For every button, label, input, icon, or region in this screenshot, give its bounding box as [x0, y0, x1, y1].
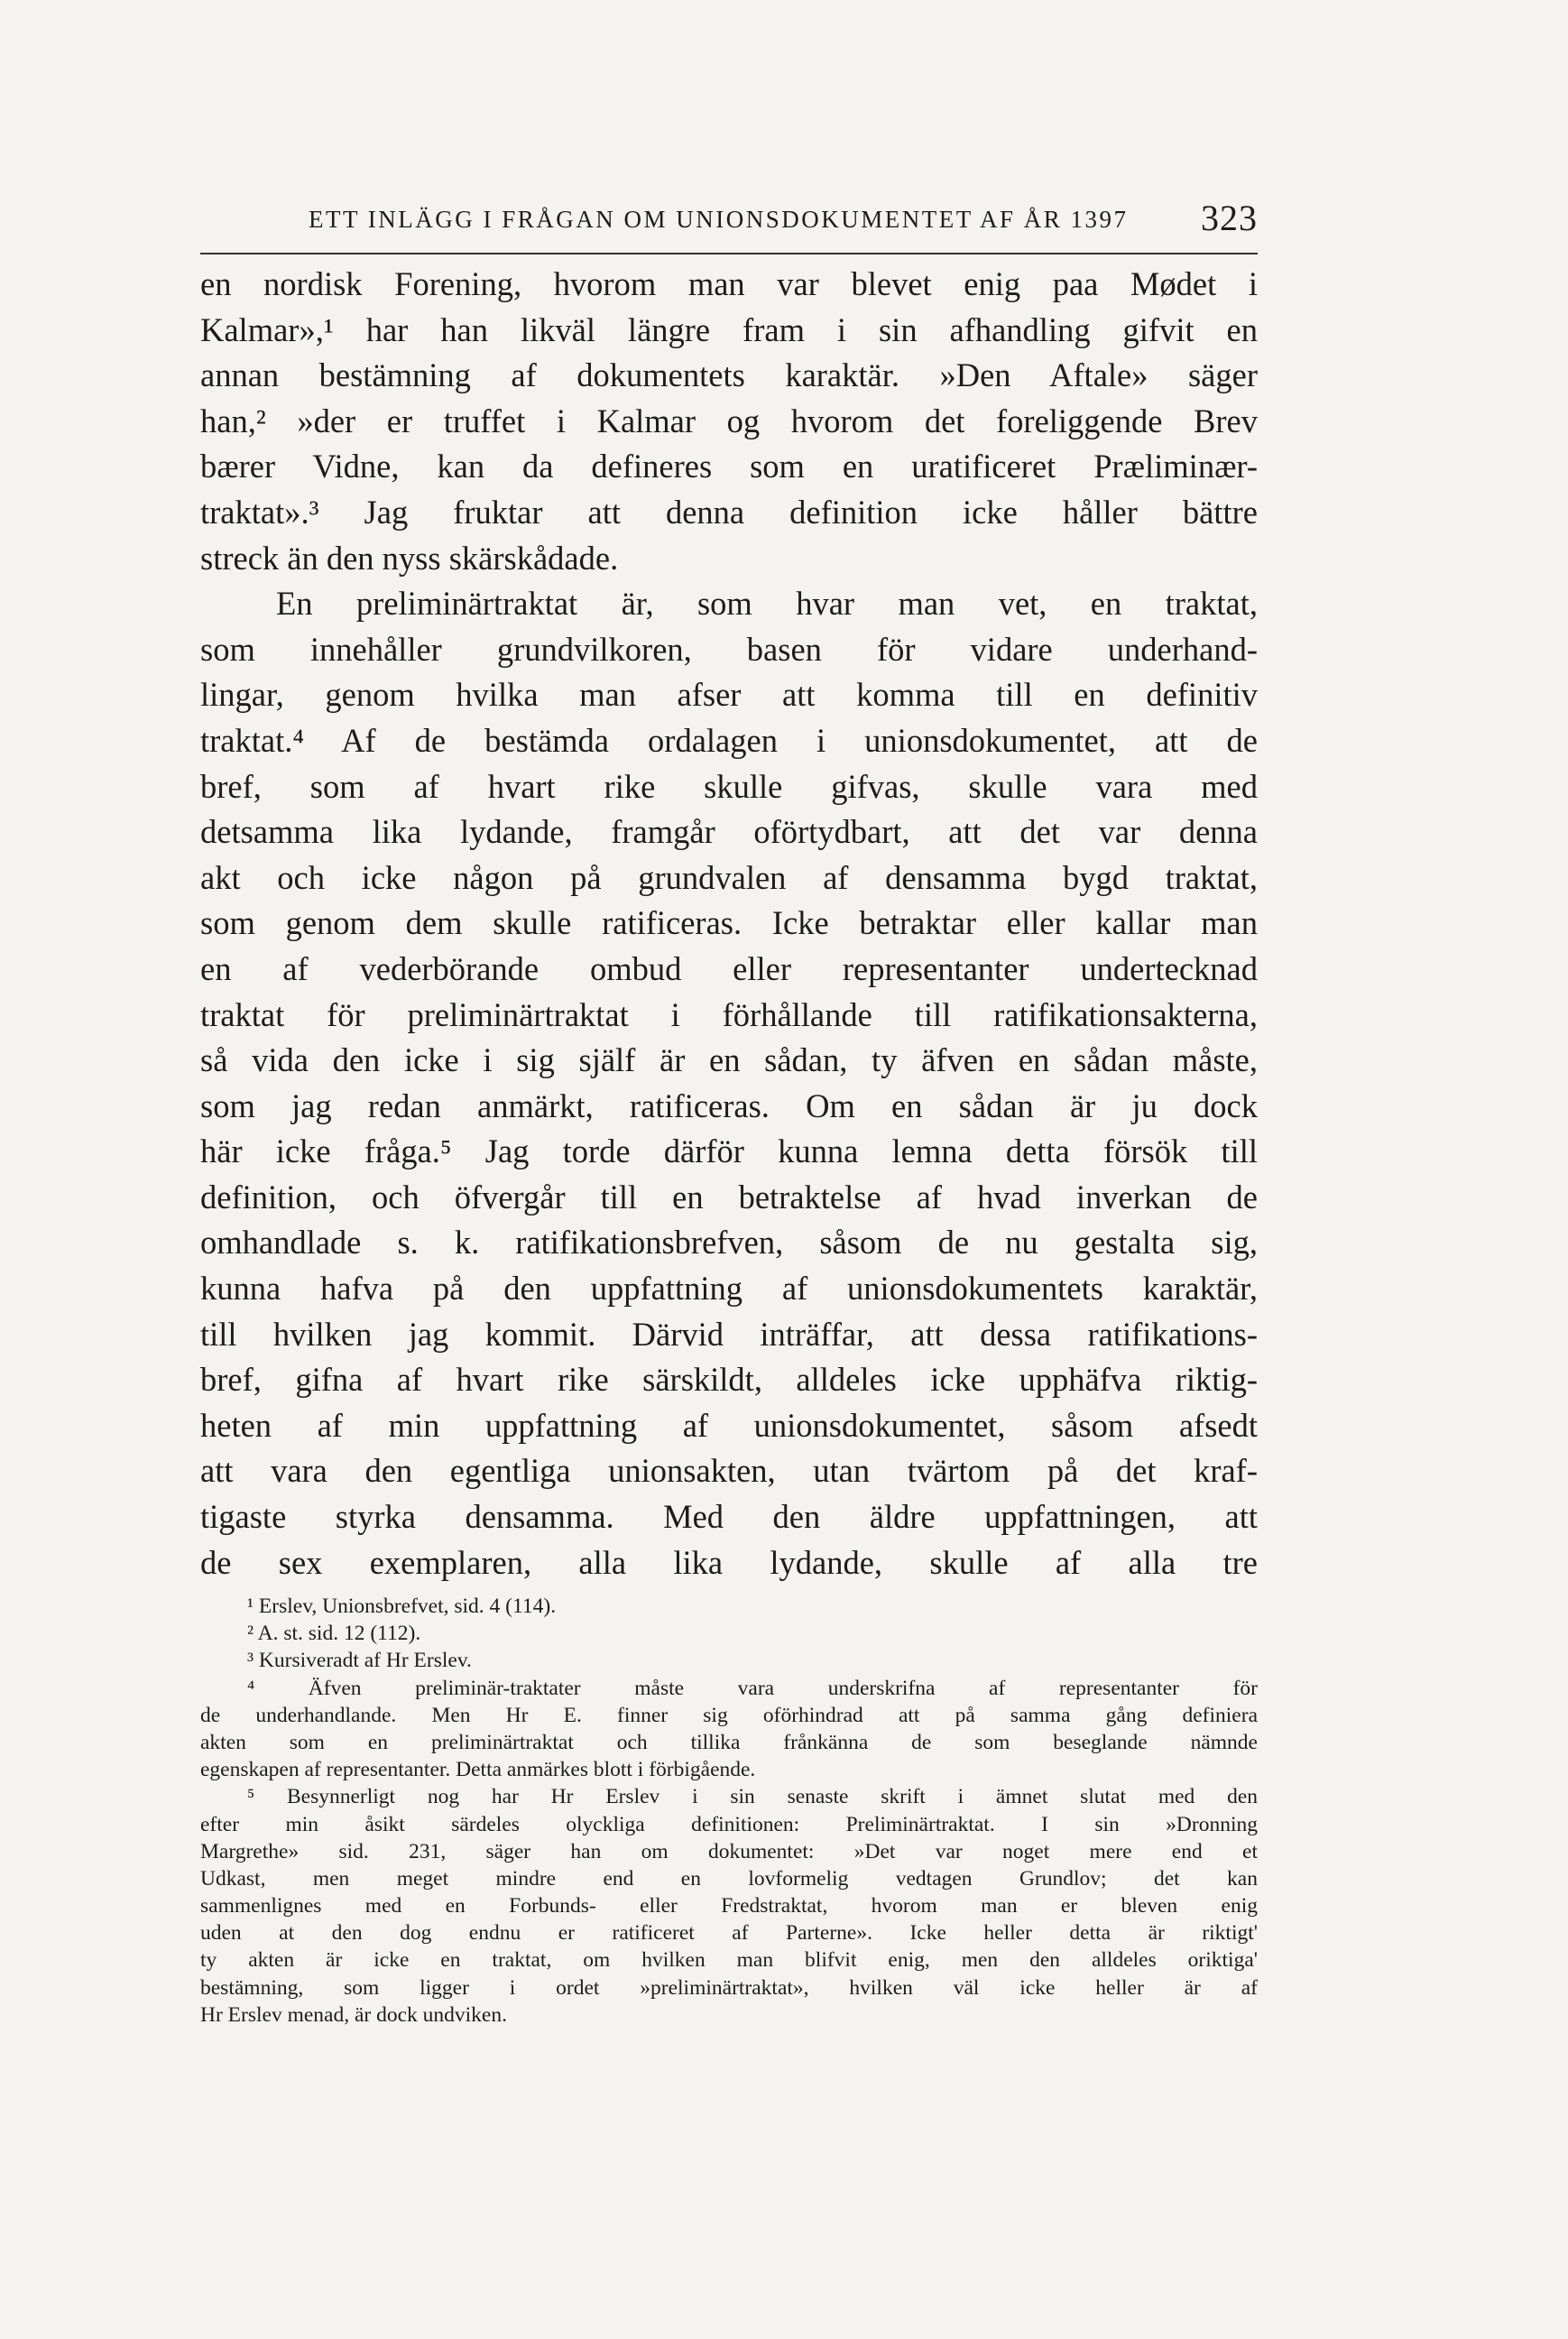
- body-line: bref, som af hvart rike skulle gifvas, skulle vara med: [200, 767, 1258, 805]
- running-title: ETT INLÄGG I FRÅGAN OM UNIONSDOKUMENTET AF ÅR 1397: [309, 206, 1129, 233]
- body-text: [200, 262, 1258, 1586]
- footnote-line: Margrethe» sid. 231, säger han om dokumentet: »Det var noget mere end et: [200, 1839, 1258, 1863]
- body-line: en af vederbörande ombud eller representanter undertecknad: [200, 949, 1258, 987]
- body-line: traktat för preliminärtraktat i förhållande till ratifikationsakterna,: [200, 995, 1258, 1033]
- footnote-line: ² A. st. sid. 12 (112).: [247, 1622, 421, 1646]
- body-line: Kalmar»,¹ har han likväl längre fram i sin afhandling gifvit en: [200, 310, 1258, 348]
- body-line: lingar, genom hvilka man afser att komma till en definitiv: [200, 676, 1258, 714]
- footnote-line: sammenlignes med en Forbunds- eller Fredstraktat, hvorom man er bleven enig: [200, 1894, 1258, 1918]
- body-line: omhandlade s. k. ratifikationsbrefven, såsom de nu gestalta sig,: [200, 1224, 1258, 1262]
- footnote-line: efter min åsikt särdeles olyckliga definitionen: Preliminärtraktat. I sin »Dronning: [200, 1812, 1258, 1836]
- body-line: En preliminärtraktat är, som hvar man vet, en traktat,: [276, 585, 1258, 623]
- body-line: kunna hafva på den uppfattning af unionsdokumentets karaktär,: [200, 1270, 1258, 1308]
- footnote-line: egenskapen af representanter. Detta anmärkes blott i förbigående.: [200, 1758, 756, 1782]
- footnote-line: de underhandlande. Men Hr E. finner sig oförhindrad att på samma gång definiera: [200, 1703, 1258, 1727]
- body-line: han,² »der er truffet i Kalmar og hvorom det foreliggende Brev: [200, 402, 1258, 439]
- body-line: akt och icke någon på grundvalen af densamma bygd traktat,: [200, 858, 1258, 896]
- footnote-line: akten som en preliminärtraktat och tillika frånkänna de som beseglande nämnde: [200, 1730, 1258, 1754]
- page-header: [200, 190, 1258, 254]
- body-line: heten af min uppfattning af unionsdokumentet, såsom afsedt: [200, 1406, 1258, 1444]
- body-line: bref, gifna af hvart rike särskildt, alldeles icke upphäfva riktig-: [200, 1361, 1258, 1399]
- footnote-line: ³ Kursiveradt af Hr Erslev.: [247, 1649, 472, 1673]
- body-line: så vida den icke i sig själf är en sådan, ty äfven en sådan måste,: [200, 1041, 1258, 1079]
- footnote-line: Hr Erslev menad, är dock undviken.: [200, 2002, 507, 2027]
- footnote-line: ⁴ Äfven preliminär-traktater måste vara underskrifna af representanter för: [247, 1676, 1258, 1700]
- body-line: här icke fråga.⁵ Jag torde därför kunna lemna detta försök till: [200, 1133, 1258, 1170]
- footnote-line: uden at den dog endnu er ratificeret af Parterne». Icke heller detta är riktigt': [200, 1921, 1258, 1946]
- body-line: definition, och öfvergår till en betraktelse af hvad inverkan de: [200, 1178, 1258, 1216]
- body-line: till hvilken jag kommit. Därvid inträffar, att dessa ratifikations-: [200, 1315, 1258, 1353]
- footnote-line: ⁵ Besynnerligt nog har Hr Erslev i sin senaste skrift i ämnet slutat med den: [247, 1785, 1258, 1809]
- body-line: annan bestämning af dokumentets karaktär. »Den Aftale» säger: [200, 356, 1258, 394]
- footnote-line: ty akten är icke en traktat, om hvilken man blifvit enig, men den alldeles oriktiga': [200, 1948, 1258, 1973]
- footnote-line: Udkast, men meget mindre end en lovformelig vedtagen Grundlov; det kan: [200, 1866, 1258, 1891]
- page-number: 323: [1201, 198, 1258, 238]
- footnote-line: bestämning, som ligger i ordet »preliminärtraktat», hvilken väl icke heller är af: [200, 1975, 1258, 2000]
- body-line: som jag redan anmärkt, ratificeras. Om en sådan är ju dock: [200, 1086, 1258, 1124]
- footnotes: [200, 1593, 1258, 2029]
- body-line: traktat.⁴ Af de bestämda ordalagen i unionsdokumentet, att de: [200, 721, 1258, 759]
- body-line: traktat».³ Jag fruktar att denna definition icke håller bättre: [200, 493, 1258, 531]
- body-line: en nordisk Forening, hvorom man var blevet enig paa Mødet i: [200, 265, 1258, 302]
- body-line: detsamma lika lydande, framgår oförtydbart, att det var denna: [200, 813, 1258, 851]
- body-line: som genom dem skulle ratificeras. Icke betraktar eller kallar man: [200, 904, 1258, 942]
- body-line: att vara den egentliga unionsakten, utan tvärtom på det kraf-: [200, 1452, 1258, 1490]
- body-line: bærer Vidne, kan da defineres som en uratificeret Præliminær-: [200, 448, 1258, 485]
- body-line: tigaste styrka densamma. Med den äldre uppfattningen, att: [200, 1498, 1258, 1536]
- footnote-line: ¹ Erslev, Unionsbrefvet, sid. 4 (114).: [247, 1595, 557, 1618]
- body-line: som innehåller grundvilkoren, basen för vidare underhand-: [200, 630, 1258, 668]
- body-line: de sex exemplaren, alla lika lydande, skulle af alla tre: [200, 1543, 1258, 1581]
- body-line: streck än den nyss skärskådade.: [200, 539, 619, 577]
